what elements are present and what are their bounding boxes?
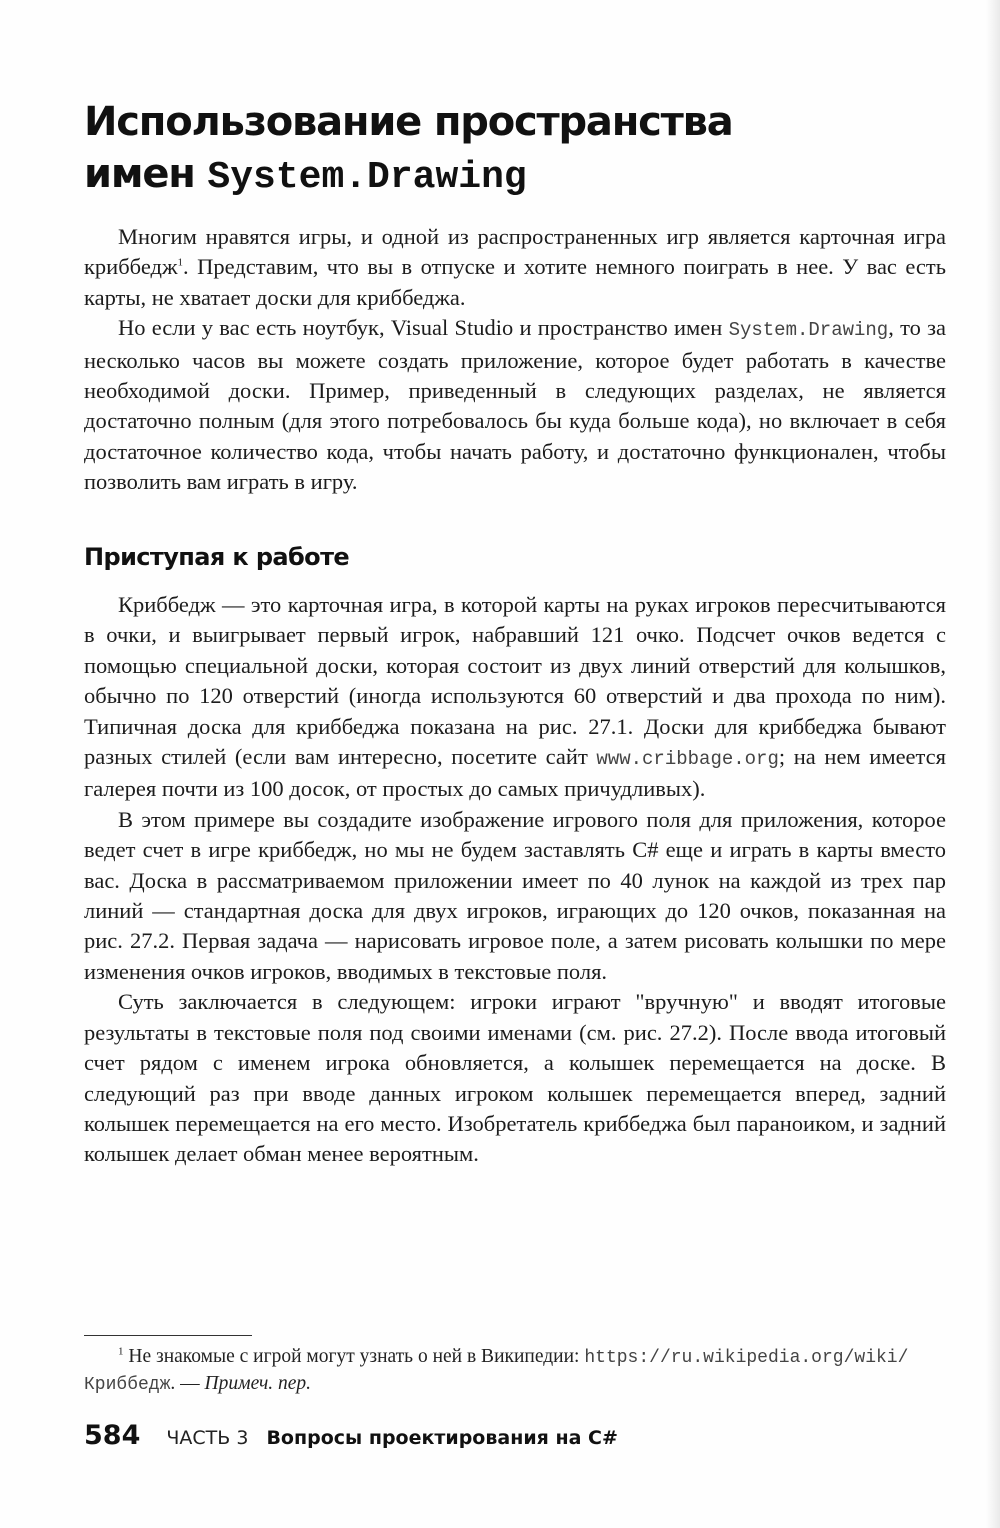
part-label: ЧАСТЬ 3: [166, 1427, 249, 1449]
section-heading: Приступая к работе: [84, 543, 350, 571]
page-number: 584: [84, 1420, 141, 1451]
intro-text: [84, 222, 946, 498]
chapter-title: [84, 96, 944, 204]
chapter-title-prefix: имен: [84, 151, 208, 197]
section-p1-text-a: Криббедж — это карточная игра, в которой карты на руках игроков пересчитываются в очки, и выигрывает первый игрок, набравший 121 очко. Подсчет очков ведется с помощью специальной доски, которая состоит из двух линий отверстий для колышков, обычно по 120 отверстий (иногда используются 60 отверстий и два прохода по ним). Типичная доска для криббеджа показана на рис. 27.1. Доски для криббеджа бывают разных стилей (если вам интересно, посетите сайт: [84, 592, 946, 770]
cribbage-site-link[interactable]: www.cribbage.org: [596, 748, 779, 771]
page-edge-shadow: [986, 0, 1000, 1528]
intro-paragraph-1: [84, 222, 946, 313]
inline-code-system-drawing: System.Drawing: [728, 319, 889, 342]
chapter-title-line1: Использование пространства: [84, 99, 733, 145]
section-paragraph-2: В этом примере вы создадите изображение игрового поля для приложения, которое ведет счет в игре криббедж, но мы не будем заставлять C# еще и играть в карты вместо вас. Доска в рассматриваемом приложении имеет по 40 лунок на каждой из трех пар линий — стандартная доска для двух игроков, играющих до 120 очков, показанная на рис. 27.2. Первая задача — нарисовать игровое поле, а затем рисовать колышки по мере изменения очков игроков, вводимых в текстовые поля.: [84, 806, 946, 984]
running-title: Вопросы проектирования на C#: [266, 1427, 618, 1449]
footnote-text: Не знакомые с игрой могут узнать о ней в Википедии:: [123, 1346, 585, 1367]
footnote-divider: [84, 1335, 252, 1336]
intro-p2-text-a: Но если у вас есть ноутбук, Visual Studio и пространство имен: [118, 315, 729, 341]
footnote-reference[interactable]: 1: [177, 256, 184, 269]
intro-p2-text-b: , то за несколько часов вы можете создать приложение, которое будет работать в качестве необходимой доски. Пример, приведенный в следующих разделах, не является достаточно полным (для этого потребовалось бы куда больше кода), но включает в себя достаточное количество кода, чтобы начать работу, и достаточно функционален, чтобы позволить вам играть в игру.: [84, 315, 946, 495]
section-paragraph-3: Суть заключается в следующем: игроки играют "вручную" и вводят итоговые результаты в текстовые поля под своими именами (см. рис. 27.2). После ввода итоговый счет рядом с именем игрока обновляется, а колышек перемещается на доске. В следующий раз при вводе данных игроком колышек перемещается вперед, задний колышек перемещается на его место. Изобретатель криббеджа был параноиком, и задний колышек делает обман менее вероятным.: [84, 989, 946, 1167]
section-text: [84, 590, 946, 1170]
page-footer: [84, 1420, 618, 1460]
intro-p1-text-b: . Представим, что вы в отпуске и хотите немного поиграть в нее. У вас есть карты, не хватает доски для криббеджа.: [84, 254, 946, 310]
chapter-title-code: System.Drawing: [207, 156, 527, 199]
section-p1-text-b: ; на нем имеется галерея почти из 100 досок, от простых до самых причудливых).: [84, 744, 946, 802]
footnote-dash: . —: [170, 1373, 205, 1394]
translator-note: Примеч. пер.: [204, 1373, 312, 1394]
intro-p1-text-a: Многим нравятся игры, и одной из распространенных игр является карточная игра криббедж: [84, 224, 946, 280]
intro-paragraph-2: [84, 313, 946, 497]
wikipedia-link[interactable]: https://ru.wikipedia.org/wiki/Криббедж: [84, 1348, 909, 1395]
footnote-marker: 1: [118, 1345, 124, 1358]
footnote: [84, 1344, 946, 1398]
section-paragraph-1: [84, 590, 946, 805]
